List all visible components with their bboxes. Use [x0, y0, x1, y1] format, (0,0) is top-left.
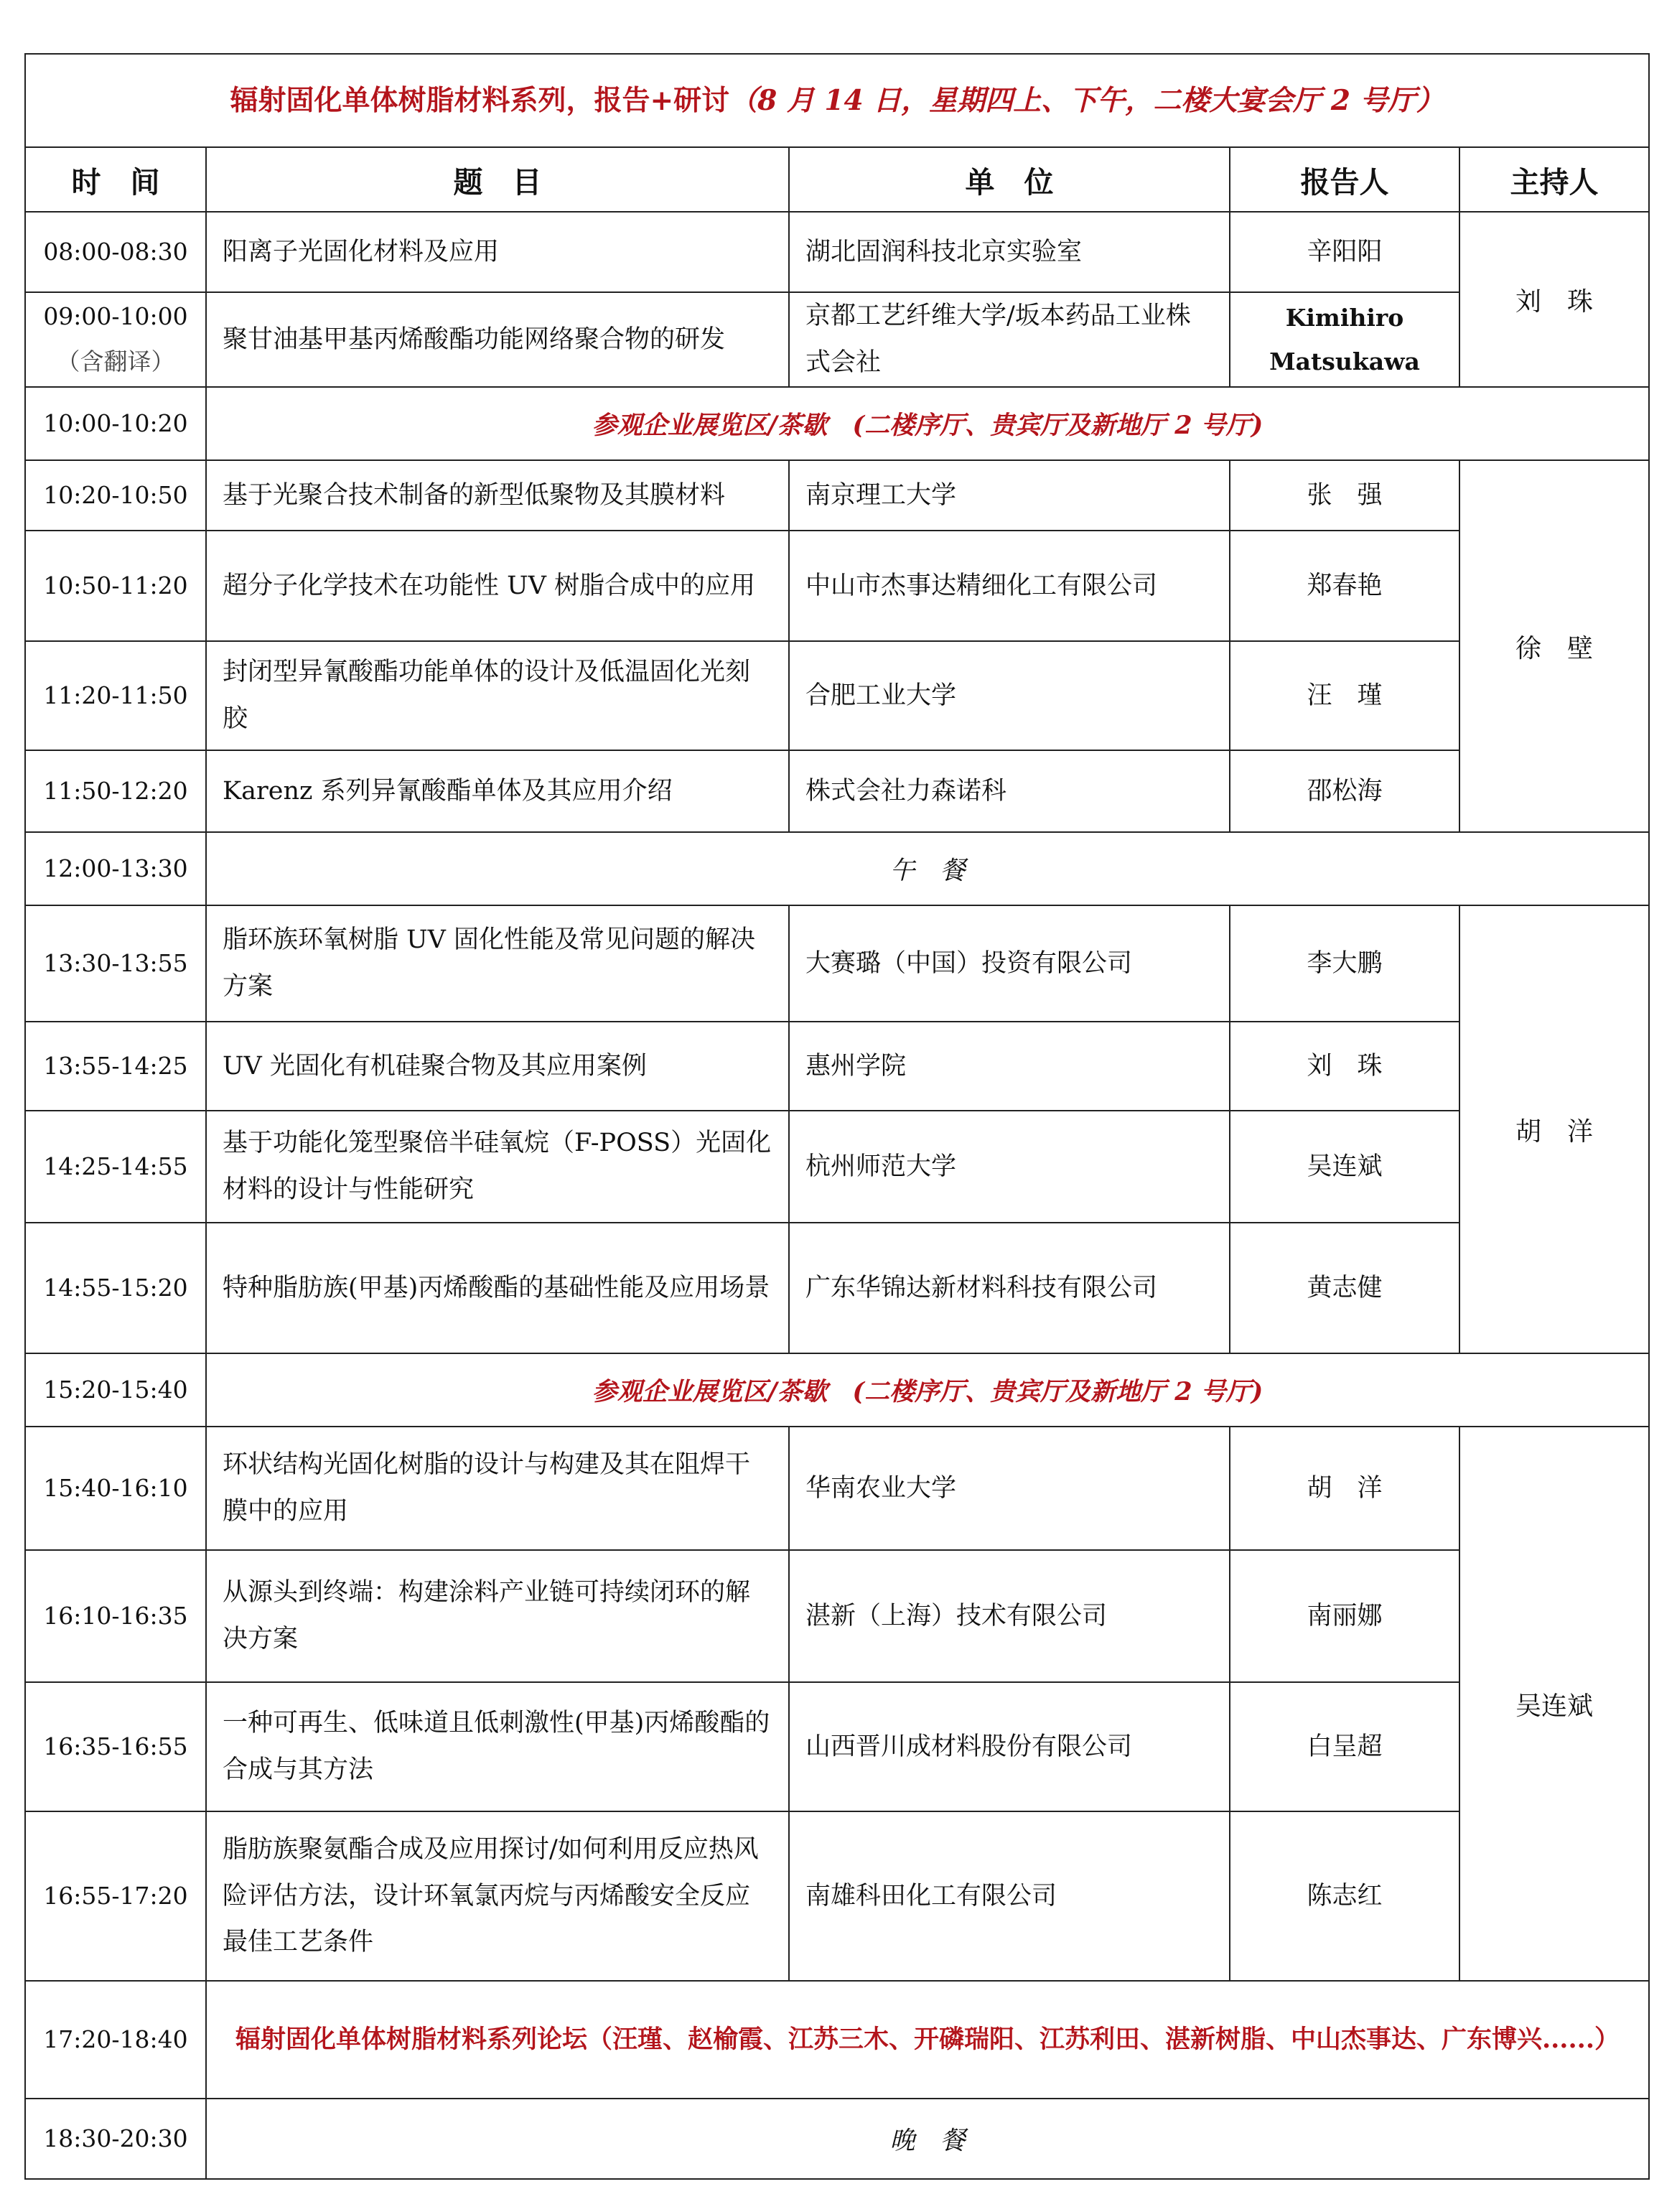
- time-cell: 16:35-16:55: [25, 1682, 206, 1811]
- topic-cell: 脂肪族聚氨酯合成及应用探讨/如何利用反应热风险评估方法，设计环氧氯丙烷与丙烯酸安全反应最佳工艺条件: [206, 1811, 789, 1981]
- break-row: [25, 387, 1649, 460]
- break-row: [25, 1353, 1649, 1427]
- time-note: （含翻译）: [56, 347, 175, 375]
- unit-cell: 惠州学院: [789, 1022, 1230, 1111]
- forum-row: [25, 1981, 1649, 2099]
- topic-cell: 阳离子光固化材料及应用: [206, 212, 789, 292]
- host-cell: 胡 洋: [1459, 905, 1649, 1353]
- break-cell: 参观企业展览区/茶歇 (二楼序厅、贵宾厅及新地厅 2 号厅): [206, 1353, 1649, 1427]
- header-unit: 单 位: [789, 147, 1230, 212]
- title-row: [25, 54, 1649, 147]
- title-detail: （8 月 14 日，星期四上、下午，二楼大宴会厅 2 号厅）: [729, 83, 1444, 117]
- time-cell: 10:50-11:20: [25, 531, 206, 641]
- speaker-cell: Kimihiro Matsukawa: [1230, 292, 1459, 387]
- header-host: 主持人: [1459, 147, 1649, 212]
- unit-cell: 广东华锦达新材料科技有限公司: [789, 1223, 1230, 1353]
- time-cell: 08:00-08:30: [25, 212, 206, 292]
- time-cell: 14:25-14:55: [25, 1111, 206, 1223]
- unit-cell: 株式会社力森诺科: [789, 750, 1230, 832]
- topic-cell: 特种脂肪族(甲基)丙烯酸酯的基础性能及应用场景: [206, 1223, 789, 1353]
- time-cell: 12:00-13:30: [25, 832, 206, 905]
- table-row: [25, 750, 1649, 832]
- topic-cell: 超分子化学技术在功能性 UV 树脂合成中的应用: [206, 531, 789, 641]
- unit-cell: 湛新（上海）技术有限公司: [789, 1550, 1230, 1682]
- forum-cell: 辐射固化单体树脂材料系列论坛（汪瑾、赵榆霞、江苏三木、开磷瑞阳、江苏利田、湛新树脂、中山杰事达、广东博兴......）: [206, 1981, 1649, 2099]
- speaker-cell: 邵松海: [1230, 750, 1459, 832]
- table-row: [25, 641, 1649, 750]
- speaker-cell: 郑春艳: [1230, 531, 1459, 641]
- time-cell: 13:55-14:25: [25, 1022, 206, 1111]
- time-cell: 10:20-10:50: [25, 460, 206, 531]
- time-cell: 13:30-13:55: [25, 905, 206, 1022]
- table-row: [25, 1427, 1649, 1550]
- time-cell: 11:20-11:50: [25, 641, 206, 750]
- unit-cell: 杭州师范大学: [789, 1111, 1230, 1223]
- topic-cell: 聚甘油基甲基丙烯酸酯功能网络聚合物的研发: [206, 292, 789, 387]
- table-row: [25, 905, 1649, 1022]
- time-cell: 16:55-17:20: [25, 1811, 206, 1981]
- time-cell: 14:55-15:20: [25, 1223, 206, 1353]
- meal-cell: 晚 餐: [206, 2099, 1649, 2179]
- header-topic: 题 目: [206, 147, 789, 212]
- unit-cell: 山西晋川成材料股份有限公司: [789, 1682, 1230, 1811]
- header-speaker: 报告人: [1230, 147, 1459, 212]
- host-cell: 吴连斌: [1459, 1427, 1649, 1981]
- speaker-cell: 白呈超: [1230, 1682, 1459, 1811]
- unit-cell: 湖北固润科技北京实验室: [789, 212, 1230, 292]
- schedule-table: [24, 53, 1650, 2180]
- topic-cell: 从源头到终端：构建涂料产业链可持续闭环的解决方案: [206, 1550, 789, 1682]
- meal-cell: 午 餐: [206, 832, 1649, 905]
- topic-cell: 环状结构光固化树脂的设计与构建及其在阻焊干膜中的应用: [206, 1427, 789, 1550]
- title-main: 辐射固化单体树脂材料系列，报告+研讨: [230, 83, 730, 117]
- break-cell: 参观企业展览区/茶歇 (二楼序厅、贵宾厅及新地厅 2 号厅): [206, 387, 1649, 460]
- header-time: 时 间: [25, 147, 206, 212]
- table-row: [25, 460, 1649, 531]
- time-cell: 15:20-15:40: [25, 1353, 206, 1427]
- meal-row: [25, 832, 1649, 905]
- topic-cell: 一种可再生、低味道且低刺激性(甲基)丙烯酸酯的合成与其方法: [206, 1682, 789, 1811]
- speaker-cell: 李大鹏: [1230, 905, 1459, 1022]
- table-row: [25, 1550, 1649, 1682]
- unit-cell: 南京理工大学: [789, 460, 1230, 531]
- topic-cell: 脂环族环氧树脂 UV 固化性能及常见问题的解决方案: [206, 905, 789, 1022]
- time-cell: 18:30-20:30: [25, 2099, 206, 2179]
- time-cell: 15:40-16:10: [25, 1427, 206, 1550]
- table-row: [25, 1682, 1649, 1811]
- time-cell: 11:50-12:20: [25, 750, 206, 832]
- time-cell: 10:00-10:20: [25, 387, 206, 460]
- unit-cell: 中山市杰事达精细化工有限公司: [789, 531, 1230, 641]
- table-row: [25, 292, 1649, 387]
- table-row: [25, 212, 1649, 292]
- table-row: [25, 1811, 1649, 1981]
- host-cell: 刘 珠: [1459, 212, 1649, 387]
- speaker-cell: 张 强: [1230, 460, 1459, 531]
- time-cell: 16:10-16:35: [25, 1550, 206, 1682]
- speaker-cell: 陈志红: [1230, 1811, 1459, 1981]
- topic-cell: Karenz 系列异氰酸酯单体及其应用介绍: [206, 750, 789, 832]
- page-title: [25, 54, 1649, 147]
- speaker-cell: 胡 洋: [1230, 1427, 1459, 1550]
- table-row: [25, 1111, 1649, 1223]
- topic-cell: 基于功能化笼型聚倍半硅氧烷（F-POSS）光固化材料的设计与性能研究: [206, 1111, 789, 1223]
- unit-cell: 华南农业大学: [789, 1427, 1230, 1550]
- meal-row: [25, 2099, 1649, 2179]
- host-cell: 徐 壁: [1459, 460, 1649, 832]
- unit-cell: 京都工艺纤维大学/坂本药品工业株式会社: [789, 292, 1230, 387]
- speaker-cell: 黄志健: [1230, 1223, 1459, 1353]
- speaker-cell: 汪 瑾: [1230, 641, 1459, 750]
- table-row: [25, 531, 1649, 641]
- table-row: [25, 1022, 1649, 1111]
- speaker-cell: 刘 珠: [1230, 1022, 1459, 1111]
- time-cell: [25, 292, 206, 387]
- speaker-cell: 吴连斌: [1230, 1111, 1459, 1223]
- time-cell: 17:20-18:40: [25, 1981, 206, 2099]
- table-row: [25, 1223, 1649, 1353]
- speaker-cell: 辛阳阳: [1230, 212, 1459, 292]
- speaker-cell: 南丽娜: [1230, 1550, 1459, 1682]
- unit-cell: 大赛璐（中国）投资有限公司: [789, 905, 1230, 1022]
- topic-cell: 封闭型异氰酸酯功能单体的设计及低温固化光刻胶: [206, 641, 789, 750]
- topic-cell: UV 光固化有机硅聚合物及其应用案例: [206, 1022, 789, 1111]
- unit-cell: 合肥工业大学: [789, 641, 1230, 750]
- header-row: [25, 147, 1649, 212]
- unit-cell: 南雄科田化工有限公司: [789, 1811, 1230, 1981]
- topic-cell: 基于光聚合技术制备的新型低聚物及其膜材料: [206, 460, 789, 531]
- time-value: 09:00-10:00: [43, 302, 188, 331]
